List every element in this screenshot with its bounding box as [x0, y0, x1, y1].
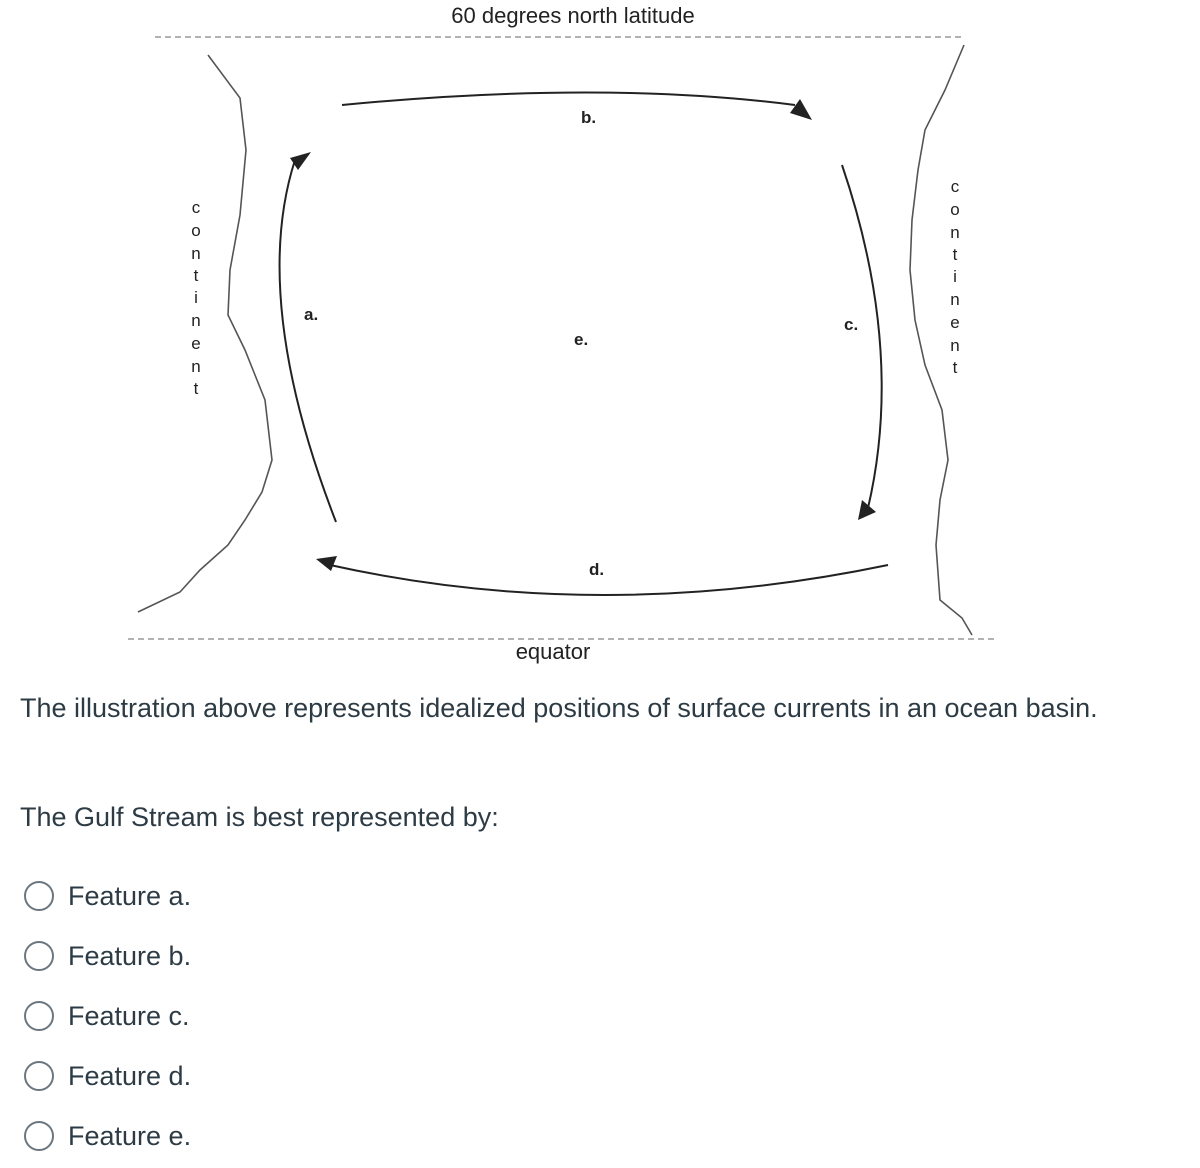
question-prompt: The Gulf Stream is best represented by: [20, 802, 499, 832]
continent-letter: t [193, 266, 199, 285]
continent-letter: n [191, 357, 201, 376]
feature-c-label: c. [844, 315, 859, 334]
feature-d-label: d. [589, 560, 605, 579]
continent-letter: i [953, 267, 957, 286]
current-d-arrow [330, 565, 888, 595]
continent-letter: o [950, 200, 960, 219]
continent-letter: e [950, 313, 960, 332]
continent-letter: t [193, 379, 199, 398]
radio-button[interactable] [24, 1061, 54, 1091]
answer-label: Feature c. [68, 1000, 190, 1031]
continent-letter: e [191, 334, 201, 353]
continent-letter: n [950, 336, 960, 355]
continent-letter: n [950, 290, 960, 309]
answer-label: Feature b. [68, 940, 192, 971]
continent-letter: t [952, 245, 958, 264]
answer-label: Feature a. [68, 880, 192, 911]
feature-b-label: b. [581, 108, 597, 127]
answer-option-a[interactable] [24, 866, 191, 926]
current-b-arrow [342, 93, 795, 106]
current-d-arrowhead [316, 556, 337, 571]
continent-letter: n [950, 223, 960, 242]
answer-option-b[interactable] [24, 926, 191, 986]
continent-letter: t [952, 358, 958, 377]
continent-letter: c [950, 177, 960, 196]
continent-letter: o [191, 221, 201, 240]
answer-option-c[interactable] [24, 986, 191, 1046]
left-coastline [138, 55, 272, 612]
continent-letter: c [191, 198, 201, 217]
feature-a-label: a. [304, 305, 319, 324]
continent-letter: n [191, 244, 201, 263]
question-text: The illustration above represents idealized positions of surface currents in an ocean basin. [20, 693, 1098, 723]
answer-option-e[interactable] [24, 1106, 191, 1166]
current-c-arrow [842, 165, 882, 508]
left-continent-label [191, 198, 200, 398]
radio-button[interactable] [24, 1001, 54, 1031]
answer-list [24, 866, 191, 1166]
answer-option-d[interactable] [24, 1046, 191, 1106]
top-latitude-label: 60 degrees north latitude [451, 3, 695, 28]
radio-button[interactable] [24, 941, 54, 971]
right-continent-label [950, 177, 959, 377]
feature-e-label: e. [574, 330, 589, 349]
radio-button[interactable] [24, 1121, 54, 1151]
equator-label: equator [515, 639, 591, 664]
right-coastline [910, 45, 972, 635]
radio-button[interactable] [24, 881, 54, 911]
continent-letter: n [191, 311, 201, 330]
current-a-arrow [280, 160, 336, 522]
answer-label: Feature e. [68, 1120, 192, 1151]
continent-letter: i [194, 288, 198, 307]
current-c-arrowhead [858, 500, 876, 520]
current-b-arrowhead [790, 99, 812, 120]
answer-label: Feature d. [68, 1060, 192, 1091]
